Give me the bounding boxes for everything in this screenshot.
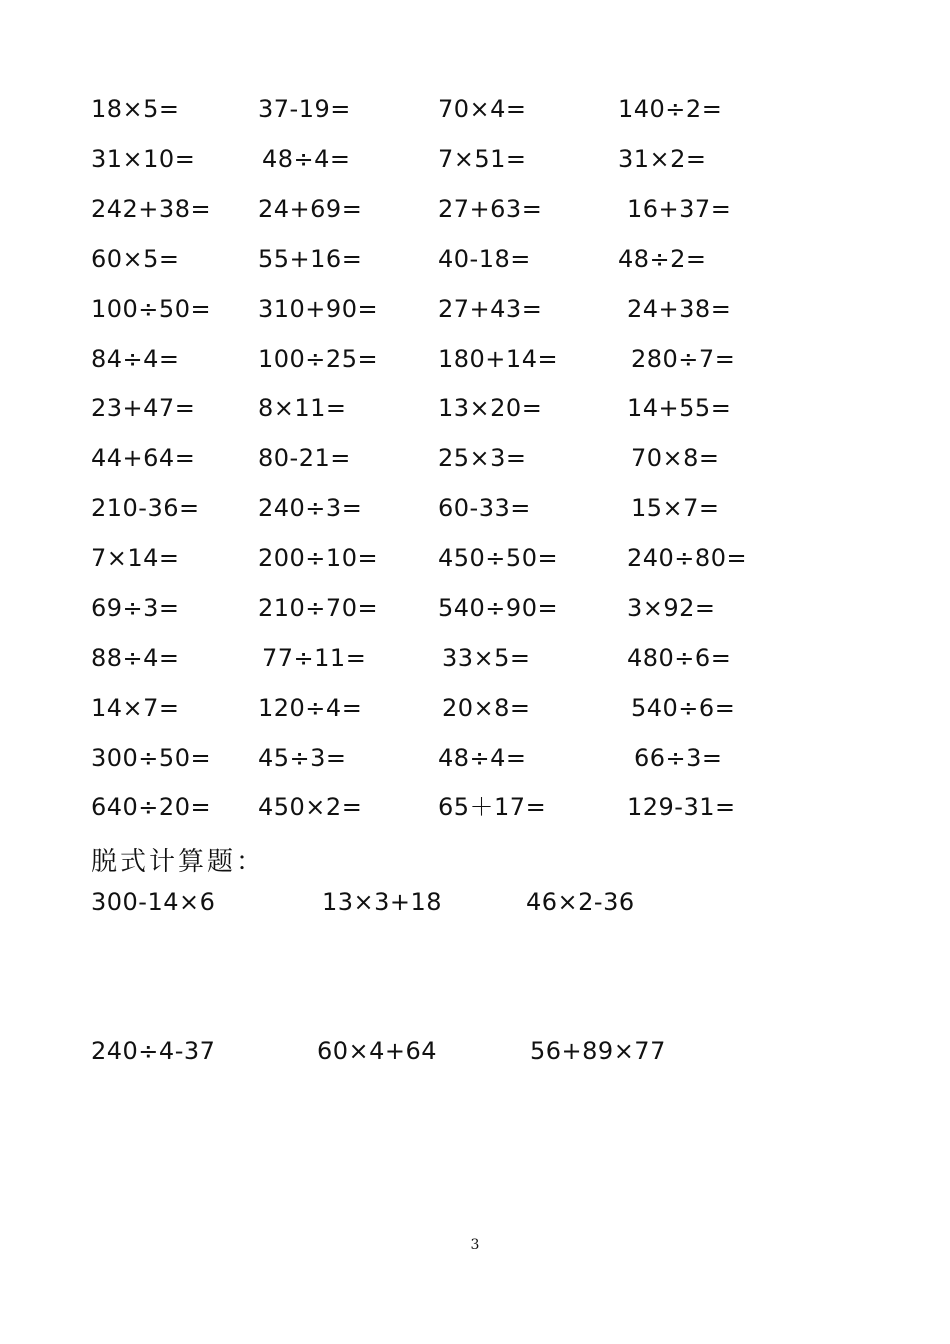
section-heading: 脱式计算题： xyxy=(91,847,266,877)
step-calc-item: 60×4+64 xyxy=(317,1037,438,1065)
calc-item: 80-21= xyxy=(258,444,351,472)
calc-item: 240÷3= xyxy=(258,494,363,522)
calc-row xyxy=(0,488,950,528)
calc-item: 27+63= xyxy=(438,195,543,223)
calc-row xyxy=(0,688,950,728)
step-calc-item: 13×3+18 xyxy=(322,888,443,916)
calc-row xyxy=(0,738,950,778)
calc-item: 14×7= xyxy=(91,694,180,722)
calc-item: 16+37= xyxy=(627,195,732,223)
calc-item: 180+14= xyxy=(438,345,559,373)
calc-item: 7×51= xyxy=(438,145,527,173)
calc-item: 48÷4= xyxy=(438,744,527,772)
calc-item: 100÷50= xyxy=(91,295,212,323)
calc-row xyxy=(0,538,950,578)
calc-item: 31×2= xyxy=(618,145,707,173)
calc-item: 480÷6= xyxy=(627,644,732,672)
calc-row xyxy=(0,638,950,678)
calc-item: 540÷90= xyxy=(438,594,559,622)
calc-item: 210-36= xyxy=(91,494,200,522)
calc-item: 24+38= xyxy=(627,295,732,323)
calc-item: 70×8= xyxy=(631,444,720,472)
page-number: 3 xyxy=(470,1237,480,1253)
calc-row xyxy=(0,289,950,329)
calc-item: 450÷50= xyxy=(438,544,559,572)
step-calc-item: 300-14×6 xyxy=(91,888,216,916)
calc-item: 33×5= xyxy=(442,644,531,672)
calc-item: 44+64= xyxy=(91,444,196,472)
calc-item: 280÷7= xyxy=(631,345,736,373)
step-calc-item: 46×2-36 xyxy=(526,888,635,916)
step-calc-row xyxy=(0,882,950,922)
calc-item: 15×7= xyxy=(631,494,720,522)
calc-item: 23+47= xyxy=(91,394,196,422)
calc-item: 88÷4= xyxy=(91,644,180,672)
step-calc-row xyxy=(0,1031,950,1071)
calc-item: 540÷6= xyxy=(631,694,736,722)
calc-item: 66÷3= xyxy=(634,744,723,772)
calc-item: 129-31= xyxy=(627,793,736,821)
calc-item: 45÷3= xyxy=(258,744,347,772)
calc-item: 242+38= xyxy=(91,195,212,223)
calc-item: 140÷2= xyxy=(618,95,723,123)
calc-item: 300÷50= xyxy=(91,744,212,772)
calc-item: 450×2= xyxy=(258,793,363,821)
calc-item: 13×20= xyxy=(438,394,543,422)
calc-item: 65＋17= xyxy=(438,793,547,821)
calc-item: 40-18= xyxy=(438,245,531,273)
step-calc-item: 56+89×77 xyxy=(530,1037,666,1065)
calc-row xyxy=(0,388,950,428)
calc-row xyxy=(0,588,950,628)
calc-item: 8×11= xyxy=(258,394,347,422)
calc-row xyxy=(0,239,950,279)
calc-item: 240÷80= xyxy=(627,544,748,572)
calc-item: 120÷4= xyxy=(258,694,363,722)
calc-item: 25×3= xyxy=(438,444,527,472)
calc-row xyxy=(0,339,950,379)
calc-item: 69÷3= xyxy=(91,594,180,622)
calc-item: 27+43= xyxy=(438,295,543,323)
calc-item: 60-33= xyxy=(438,494,531,522)
calc-item: 640÷20= xyxy=(91,793,212,821)
calc-item: 310+90= xyxy=(258,295,379,323)
calc-item: 55+16= xyxy=(258,245,363,273)
calc-row xyxy=(0,438,950,478)
calc-item: 48÷2= xyxy=(618,245,707,273)
calc-item: 210÷70= xyxy=(258,594,379,622)
calc-item: 3×92= xyxy=(627,594,716,622)
calc-row xyxy=(0,189,950,229)
calc-item: 31×10= xyxy=(91,145,196,173)
calc-row xyxy=(0,787,950,827)
calc-item: 18×5= xyxy=(91,95,180,123)
calc-item: 200÷10= xyxy=(258,544,379,572)
calc-item: 84÷4= xyxy=(91,345,180,373)
calc-item: 77÷11= xyxy=(262,644,367,672)
calc-item: 20×8= xyxy=(442,694,531,722)
step-calc-item: 240÷4-37 xyxy=(91,1037,216,1065)
calc-item: 37-19= xyxy=(258,95,351,123)
calc-item: 100÷25= xyxy=(258,345,379,373)
calc-row xyxy=(0,139,950,179)
calc-item: 60×5= xyxy=(91,245,180,273)
calc-item: 7×14= xyxy=(91,544,180,572)
calc-row xyxy=(0,89,950,129)
calc-item: 48÷4= xyxy=(262,145,351,173)
calc-item: 24+69= xyxy=(258,195,363,223)
calc-item: 14+55= xyxy=(627,394,732,422)
calc-item: 70×4= xyxy=(438,95,527,123)
